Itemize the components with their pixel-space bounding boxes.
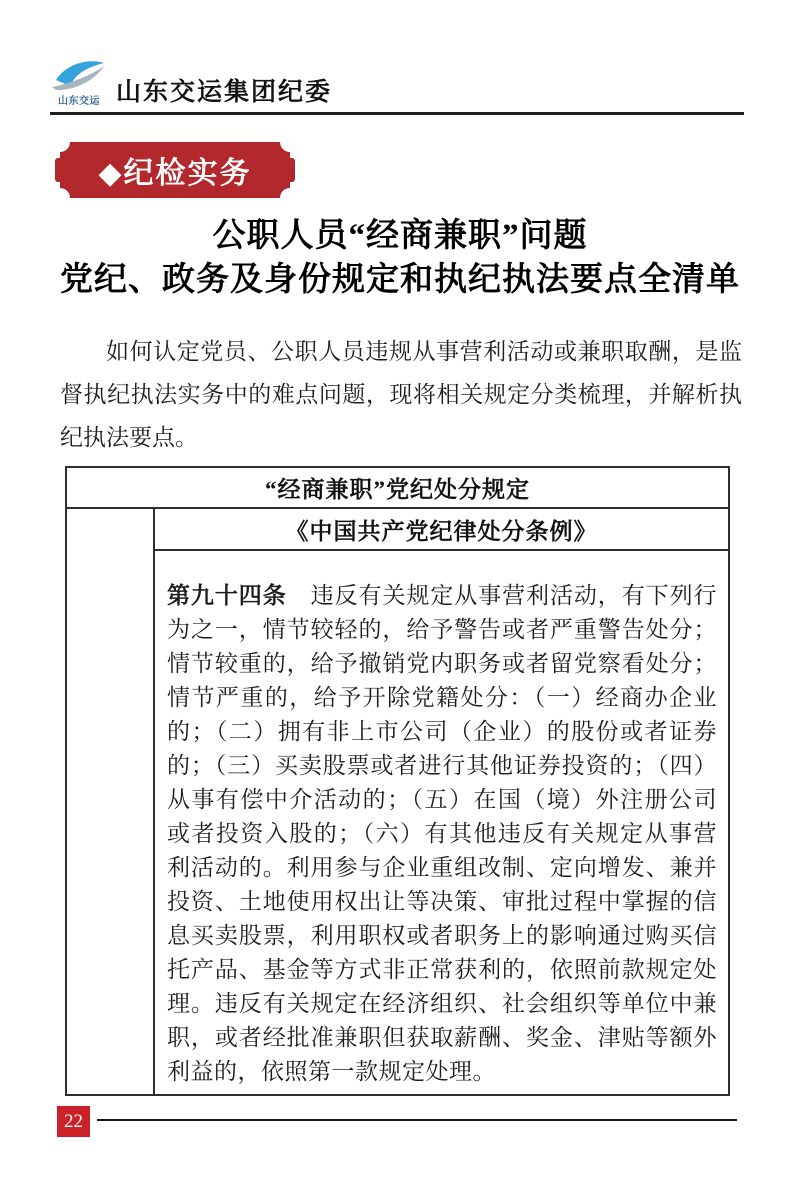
article-number-label: 第九十四条 xyxy=(167,583,287,608)
table-header-cell: “经商兼职”党纪处分规定 xyxy=(67,468,728,509)
table-empty-left-cell xyxy=(67,509,155,1094)
section-badge-label: ◆纪检实务 xyxy=(98,157,252,190)
article-paragraph xyxy=(155,551,728,1094)
swallow-logo-icon xyxy=(50,58,108,92)
article-title-line1: 公职人员“经商兼职”问题 xyxy=(212,218,588,254)
intro-paragraph: 如何认定党员、公职人员违规从事营利活动或兼职取酬，是监督执纪执法实务中的难点问题，现将相关规定分类梳理，并解析执纪执法要点。 xyxy=(60,339,742,450)
masthead xyxy=(0,0,800,120)
section-badge xyxy=(60,142,290,198)
brand-title: 山东交运集团纪委 xyxy=(116,78,333,106)
article-body-text: 违反有关规定从事营利活动，有下列行为之一，情节较轻的，给予警告或者严重警告处分；情节较重的，给予撤销党内职务或者留党察看处分；情节严重的，给予开除党籍处分：（一）经商办企业的；（二）拥有非上市公司（企业）的股份或者证券的；（三）买卖股票或者进行其他证券投资的；（四）从事有偿中介活动的；（五）在国（境）外注册公司或者投资入股的；（六）有其他违反有关规定从事营利活动的。利用参与企业重组改制、定向增发、兼并投资、土地使用权出让等决策、审批过程中掌握的信息买卖股票，利用职权或者职务上的影响通过购买信托产品、基金等方式非正常获利的，依照前款规定处理。违反有关规定在经济组织、社会组织等单位中兼职，或者经批准兼职但获取薪酬、奖金、津贴等额外利益的，依照第一款规定处理。 xyxy=(167,583,718,1084)
regulation-table xyxy=(65,466,730,1096)
article-title xyxy=(0,214,800,302)
table-right-column xyxy=(155,509,728,1094)
masthead-divider xyxy=(50,112,744,115)
table-subheader-cell: 《中国共产党纪律处分条例》 xyxy=(155,509,728,551)
logo-label: 山东交运 xyxy=(58,96,100,107)
page-number-badge: 22 xyxy=(57,1106,90,1137)
table-body-row xyxy=(67,509,728,1094)
article-title-line2: 党纪、政务及身份规定和执纪执法要点全清单 xyxy=(60,262,740,298)
company-logo xyxy=(50,58,108,108)
footer-divider xyxy=(97,1119,737,1121)
